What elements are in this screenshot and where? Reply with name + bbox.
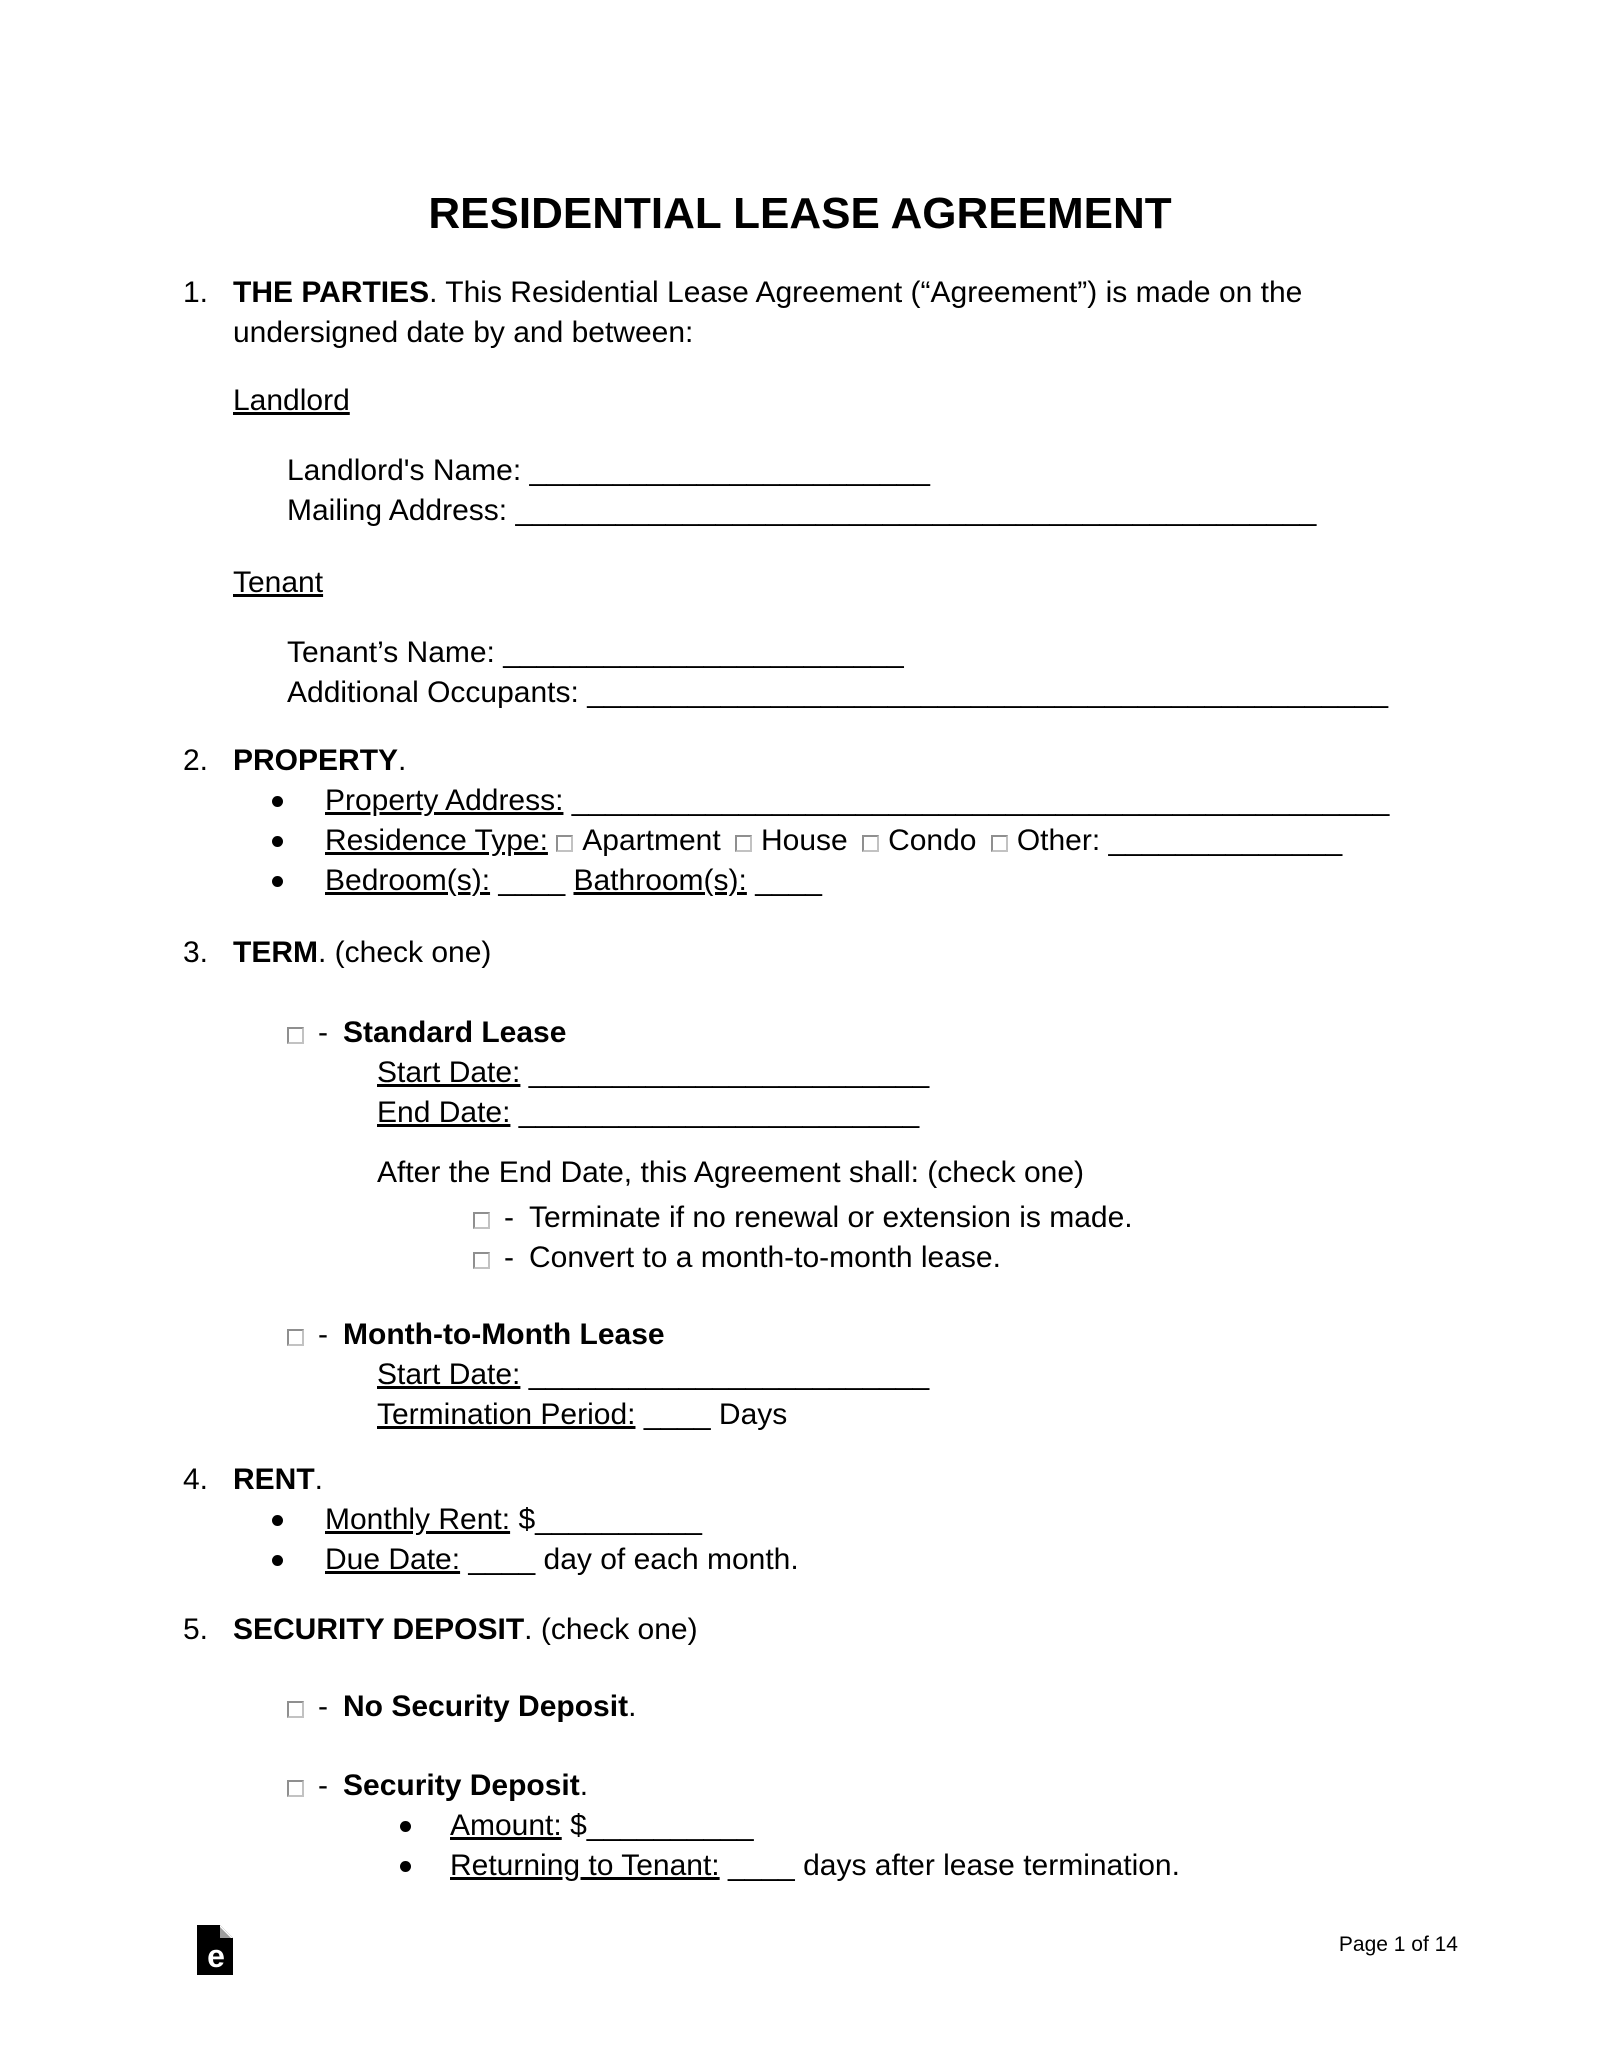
bullet-monthly-rent — [272, 1500, 1600, 1540]
option-security-deposit — [287, 1766, 1600, 1806]
bullet-due-date — [272, 1540, 1600, 1580]
section-4-text: RENT. — [233, 1463, 324, 1496]
bedrooms-blank: ____ — [498, 864, 566, 897]
end-date-blank: ________________________ — [518, 1096, 920, 1129]
mailing-address-label: Mailing Address: — [287, 494, 508, 527]
option-month-to-month — [287, 1315, 1600, 1355]
security-deposit-dash: - — [318, 1769, 328, 1802]
deposit-amount-currency: $ — [570, 1809, 587, 1842]
convert-dash: - — [504, 1241, 514, 1274]
option-standard-lease — [287, 1013, 1600, 1053]
field-standard-end-date — [377, 1093, 1600, 1133]
landlord-name-label: Landlord's Name: — [287, 454, 522, 487]
page-number: Page 1 of 14 — [1338, 1933, 1458, 1956]
field-landlord-name — [287, 451, 1600, 491]
property-address-blank: _________________________________________________ — [571, 784, 1390, 817]
document-title: RESIDENTIAL LEASE AGREEMENT — [428, 189, 1172, 238]
landlord-name-blank: ________________________ — [529, 454, 930, 487]
field-m2m-start-date — [377, 1355, 1600, 1395]
field-termination-period — [377, 1395, 1600, 1435]
section-3-number: 3. — [183, 936, 209, 969]
bullet-icon — [272, 836, 283, 847]
section-4-number: 4. — [183, 1463, 209, 1496]
returning-to-tenant-blank: ____ — [727, 1849, 795, 1882]
checkbox-terminate[interactable] — [473, 1212, 490, 1229]
field-standard-start-date — [377, 1053, 1600, 1093]
month-to-month-label: Month-to-Month Lease — [343, 1318, 665, 1351]
checkbox-month-to-month[interactable] — [287, 1329, 304, 1346]
bullet-property-address — [272, 781, 1600, 821]
section-2-heading: PROPERTY — [233, 744, 399, 777]
standard-lease-dash: - — [318, 1016, 328, 1049]
option-no-security-deposit — [287, 1687, 1600, 1727]
terminate-dash: - — [504, 1201, 514, 1234]
tenant-name-label: Tenant’s Name: — [287, 636, 495, 669]
termination-period-blank: ____ — [643, 1398, 711, 1431]
bullet-rooms — [272, 861, 1600, 901]
no-security-deposit-period: . — [628, 1690, 637, 1723]
start-date-blank: ________________________ — [528, 1056, 930, 1089]
section-3-term — [0, 933, 1600, 973]
checkbox-convert[interactable] — [473, 1252, 490, 1269]
section-5-heading: SECURITY DEPOSIT — [233, 1613, 525, 1646]
no-security-deposit-label: No Security Deposit — [343, 1690, 629, 1723]
bullet-icon — [400, 1861, 411, 1872]
bullet-icon — [272, 1555, 283, 1566]
monthly-rent-amount — [518, 1503, 702, 1536]
security-deposit-period: . — [579, 1769, 589, 1802]
section-1-heading: THE PARTIES — [233, 276, 430, 309]
bullet-icon — [272, 796, 283, 807]
bullet-icon — [272, 876, 283, 887]
returning-to-tenant-label: Returning to Tenant: — [450, 1849, 720, 1882]
additional-occupants-blank: ________________________________________________ — [587, 676, 1389, 709]
bullet-residence-type — [272, 821, 1600, 861]
landlord-subheading: Landlord — [233, 384, 350, 417]
other-residence-blank: ______________ — [1108, 824, 1343, 857]
tenant-name-blank: ________________________ — [503, 636, 904, 669]
no-security-deposit-dash: - — [318, 1690, 328, 1723]
section-2-number: 2. — [183, 744, 209, 777]
monthly-rent-currency: $ — [518, 1503, 536, 1536]
checkbox-house[interactable] — [735, 835, 752, 852]
checkbox-security-deposit[interactable] — [287, 1780, 304, 1797]
field-tenant-name — [287, 633, 1600, 673]
section-5-security-deposit — [0, 1610, 1600, 1650]
bullet-deposit-amount — [400, 1806, 1600, 1846]
section-1-text: THE PARTIES. This Residential Lease Agreement (“Agreement”) is made on the undersigned date by and between: — [233, 276, 1303, 349]
after-end-date-text: After the End Date, this Agreement shall: (check one) — [377, 1156, 1085, 1189]
bathrooms-label: Bathroom(s): — [573, 864, 747, 897]
due-date-suffix: day of each month. — [543, 1543, 799, 1576]
terminate-label: Terminate if no renewal or extension is made. — [529, 1201, 1133, 1234]
section-5-text: SECURITY DEPOSIT. (check one) — [233, 1613, 698, 1646]
bathrooms-blank: ____ — [755, 864, 822, 897]
section-2-property — [0, 741, 1600, 781]
bullet-icon — [400, 1821, 411, 1832]
bullet-returning-to-tenant — [400, 1846, 1600, 1886]
property-address-label: Property Address: — [325, 784, 564, 817]
due-date-blank: ____ — [468, 1543, 536, 1576]
returning-to-tenant-suffix: days after lease termination. — [803, 1849, 1180, 1882]
convert-label: Convert to a month-to-month lease. — [529, 1241, 1001, 1274]
checkbox-apartment[interactable] — [556, 835, 573, 852]
bullet-icon — [272, 1515, 283, 1526]
m2m-start-date-label: Start Date: — [377, 1358, 521, 1391]
m2m-start-date-blank: ________________________ — [528, 1358, 930, 1391]
section-1-parties — [0, 273, 1600, 353]
monthly-rent-blank: __________ — [535, 1503, 702, 1536]
start-date-label: Start Date: — [377, 1056, 521, 1089]
termination-period-suffix: Days — [718, 1398, 788, 1431]
residence-type-label: Residence Type: — [325, 824, 548, 857]
due-date-label: Due Date: — [325, 1543, 461, 1576]
eforms-logo-letter: e — [207, 1938, 225, 1974]
option-other-label: Other: — [1016, 824, 1101, 857]
month-to-month-dash: - — [318, 1318, 328, 1351]
checkbox-other[interactable] — [991, 835, 1008, 852]
option-terminate — [473, 1198, 1600, 1238]
checkbox-standard-lease[interactable] — [287, 1027, 304, 1044]
end-date-label: End Date: — [377, 1096, 511, 1129]
security-deposit-label: Security Deposit — [343, 1769, 580, 1802]
bedrooms-label: Bedroom(s): — [325, 864, 491, 897]
eforms-logo-icon — [197, 1925, 233, 1975]
field-mailing-address — [287, 491, 1600, 531]
option-apartment-label: Apartment — [582, 824, 721, 857]
section-3-text: TERM. (check one) — [233, 936, 492, 969]
section-5-number: 5. — [183, 1613, 209, 1646]
standard-lease-label: Standard Lease — [343, 1016, 567, 1049]
section-4-heading: RENT — [233, 1463, 315, 1496]
section-2-text: PROPERTY. — [233, 744, 407, 777]
deposit-amount-label: Amount: — [450, 1809, 562, 1842]
section-4-rent — [0, 1460, 1600, 1500]
option-house-label: House — [761, 824, 848, 857]
section-3-heading: TERM — [233, 936, 318, 969]
deposit-amount-blank: __________ — [586, 1809, 754, 1842]
mailing-address-blank: ________________________________________________ — [515, 494, 1317, 527]
option-convert — [473, 1238, 1600, 1278]
termination-period-label: Termination Period: — [377, 1398, 636, 1431]
tenant-subheading: Tenant — [233, 566, 324, 599]
section-1-number: 1. — [183, 276, 209, 309]
deposit-amount-value — [570, 1809, 754, 1842]
option-condo-label: Condo — [888, 824, 977, 857]
monthly-rent-label: Monthly Rent: — [325, 1503, 511, 1536]
additional-occupants-label: Additional Occupants: — [287, 676, 579, 709]
checkbox-condo[interactable] — [862, 835, 879, 852]
checkbox-no-security-deposit[interactable] — [287, 1701, 304, 1718]
field-additional-occupants — [287, 673, 1600, 713]
